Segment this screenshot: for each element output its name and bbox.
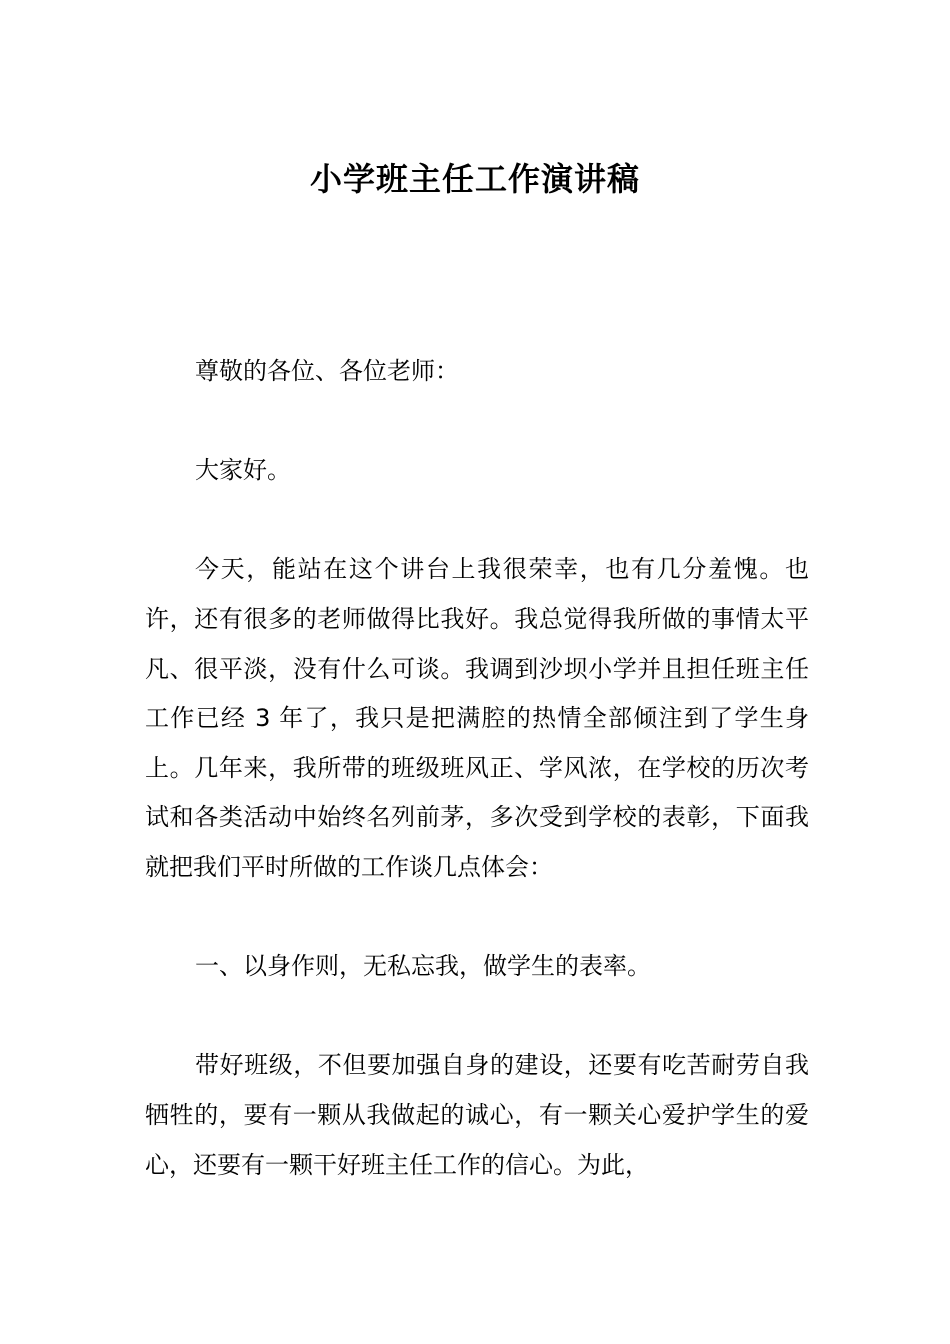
document-body [145,347,809,1240]
document-title: 小学班主任工作演讲稿 [309,160,640,198]
paragraph-introduction: 今天，能站在这个讲台上我很荣幸，也有几分羞愧。也许，还有很多的老师做得比我好。我总觉得我所做的事情太平凡、很平淡，没有什么可谈。我调到沙坝小学并且担任班主任工作已经 3 年了，我只是把满腔的热情全部倾注到了学生身上。几年来，我所带的班级班风正、学风浓，在学校的历次考试和各类活动中始终名列前茅，多次受到学校的表彰，下面我就把我们平时所做的工作谈几点体会： [145,555,809,881]
paragraph-heading-one: 一、以身作则，无私忘我，做学生的表率。 [195,952,651,981]
paragraph-salutation: 尊敬的各位、各位老师： [195,357,459,385]
paragraph-body-one: 带好班级，不但要加强自身的建设，还要有吃苦耐劳自我牺牲的，要有一颗从我做起的诚心，有一颗关心爱护学生的爱心，还要有一颗干好班主任工作的信心。为此， [145,1051,809,1179]
paragraph-greeting: 大家好。 [195,456,291,485]
